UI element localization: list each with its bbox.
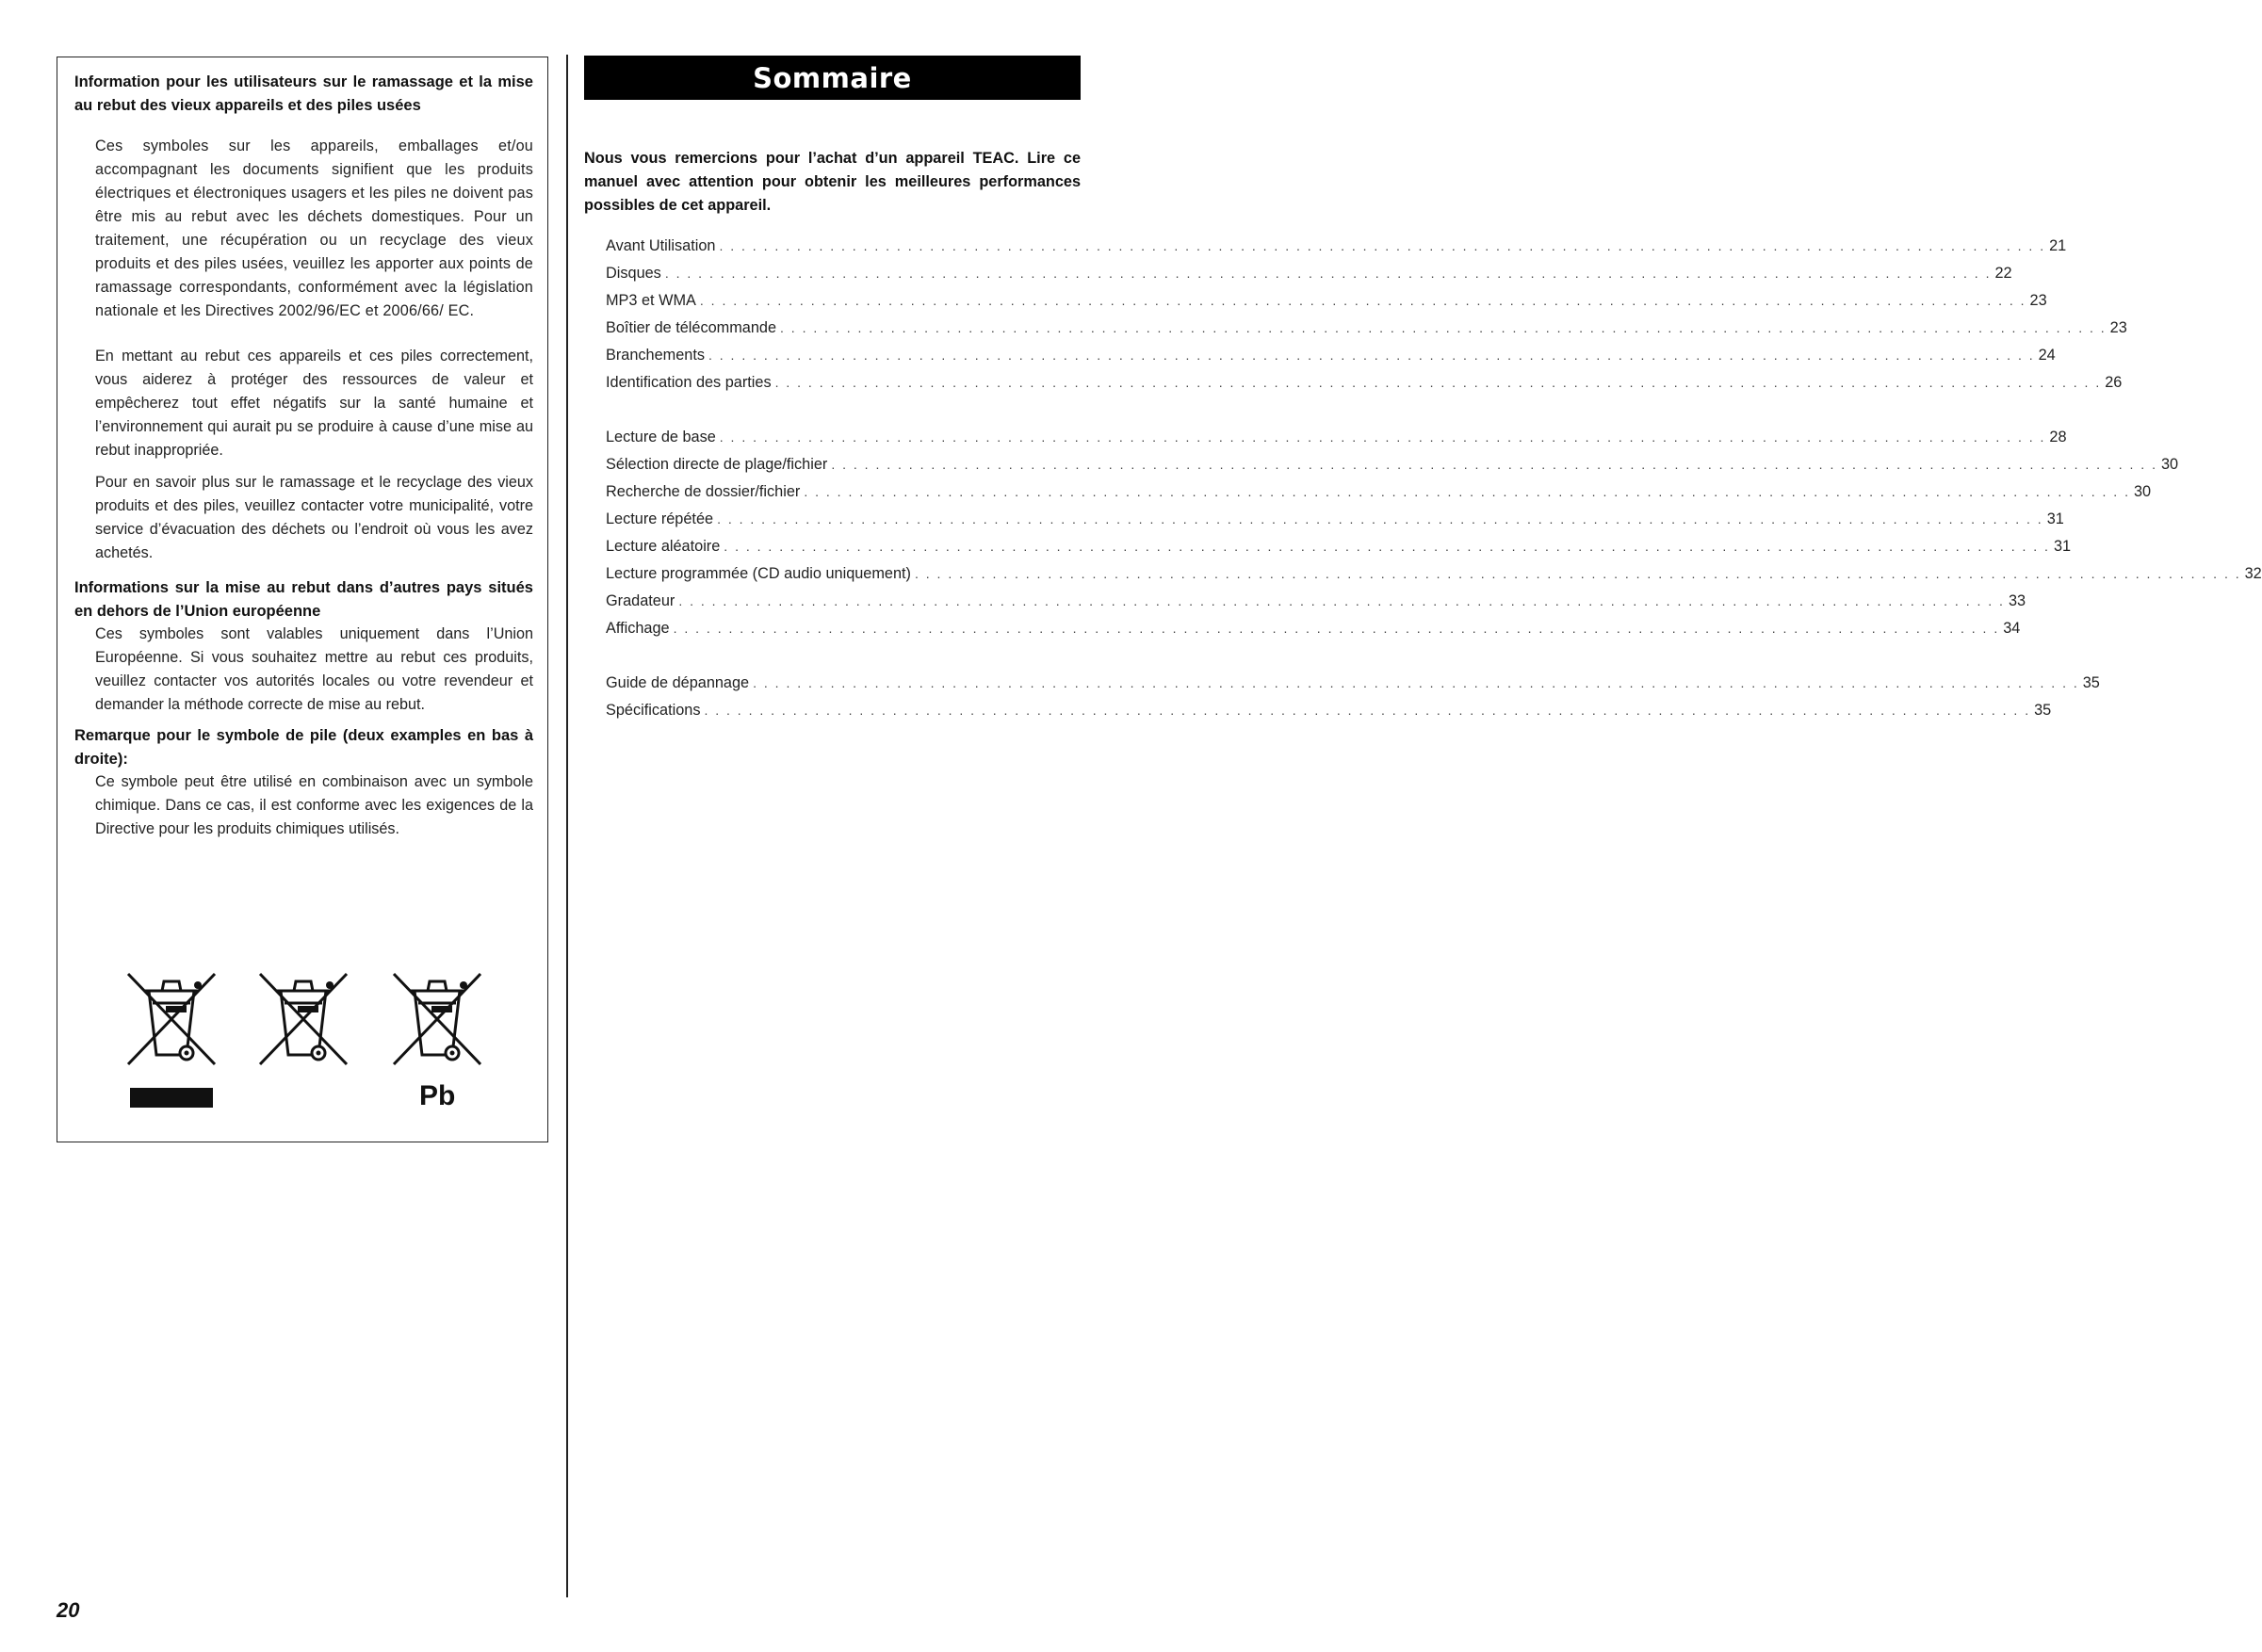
toc-entry-label: Recherche de dossier/fichier <box>606 483 801 500</box>
toc-leader-dots: . . . . . . . . . . . . . . . . . . . . . . . . . . . . . . . . . . . . . . . . . . . . . . . . . . . . . . . . . . . . . . . . . . . . . . . . . . . . . . . . . . . . . . . . . . . . . . . . . . . . . . . . . . . . . . . . . . . . . . . . <box>831 457 2157 472</box>
toc-leader-dots: . . . . . . . . . . . . . . . . . . . . . . . . . . . . . . . . . . . . . . . . . . . . . . . . . . . . . . . . . . . . . . . . . . . . . . . . . . . . . . . . . . . . . . . . . . . . . . . . . . . . . . . . . . . . . . . . . . . . . . . . <box>708 348 2035 363</box>
toc-entry-label: Boîtier de télécommande <box>606 319 777 336</box>
toc-entry <box>606 347 2056 369</box>
toc-entry <box>606 456 2179 478</box>
toc-leader-dots: . . . . . . . . . . . . . . . . . . . . . . . . . . . . . . . . . . . . . . . . . . . . . . . . . . . . . . . . . . . . . . . . . . . . . . . . . . . . . . . . . . . . . . . . . . . . . . . . . . . . . . . . . . . . . . . . . . . . . . . . <box>678 593 2005 608</box>
toc-leader-dots: . . . . . . . . . . . . . . . . . . . . . . . . . . . . . . . . . . . . . . . . . . . . . . . . . . . . . . . . . . . . . . . . . . . . . . . . . . . . . . . . . . . . . . . . . . . . . . . . . . . . . . . . . . . . . . . . . . . . . . . . <box>704 703 2031 718</box>
toc-leader-dots: . . . . . . . . . . . . . . . . . . . . . . . . . . . . . . . . . . . . . . . . . . . . . . . . . . . . . . . . . . . . . . . . . . . . . . . . . . . . . . . . . . . . . . . . . . . . . . . . . . . . . . . . . . . . . . . . . . . . . . . . <box>673 621 2000 636</box>
toc-entry <box>606 237 2067 260</box>
toc-leader-dots: . . . . . . . . . . . . . . . . . . . . . . . . . . . . . . . . . . . . . . . . . . . . . . . . . . . . . . . . . . . . . . . . . . . . . . . . . . . . . . . . . . . . . . . . . . . . . . . . . . . . . . . . . . . . . . . . . . . . . . . . <box>719 238 2046 253</box>
toc-leader-dots: . . . . . . . . . . . . . . . . . . . . . . . . . . . . . . . . . . . . . . . . . . . . . . . . . . . . . . . . . . . . . . . . . . . . . . . . . . . . . . . . . . . . . . . . . . . . . . . . . . . . . . . . . . . . . . . . . . . . . . . . <box>774 375 2102 390</box>
toc-entry-label: Lecture de base <box>606 429 716 445</box>
toc-entry <box>606 510 2064 533</box>
toc-entry-label: Spécifications <box>606 702 701 719</box>
toc-entry-page: 31 <box>2046 510 2064 527</box>
toc-entry-page: 34 <box>2003 620 2021 637</box>
disposal-heading: Information pour les utilisateurs sur le ramassage et la mise au rebut des vieux appareils et des piles usées <box>74 73 533 114</box>
toc-leader-dots: . . . . . . . . . . . . . . . . . . . . . . . . . . . . . . . . . . . . . . . . . . . . . . . . . . . . . . . . . . . . . . . . . . . . . . . . . . . . . . . . . . . . . . . . . . . . . . . . . . . . . . . . . . . . . . . . . . . . . . . . <box>717 511 2043 526</box>
toc-entry-page: 23 <box>2109 319 2127 336</box>
toc-entry <box>606 292 2047 315</box>
toc-entry-label: Gradateur <box>606 592 675 609</box>
toc-entry <box>606 429 2067 451</box>
toc-leader-dots: . . . . . . . . . . . . . . . . . . . . . . . . . . . . . . . . . . . . . . . . . . . . . . . . . . . . . . . . . . . . . . . . . . . . . . . . . . . . . . . . . . . . . . . . . . . . . . . . . . . . . . . . . . . . . . . . . . . . . . . . <box>804 484 2130 499</box>
black-bar-symbol <box>130 1088 213 1108</box>
toc-entry-page: 21 <box>2049 237 2067 254</box>
toc-entry-label: Disques <box>606 265 661 282</box>
toc-leader-dots: . . . . . . . . . . . . . . . . . . . . . . . . . . . . . . . . . . . . . . . . . . . . . . . . . . . . . . . . . . . . . . . . . . . . . . . . . . . . . . . . . . . . . . . . . . . . . . . . . . . . . . . . . . . . . . . . . . . . . . . . <box>699 293 2026 308</box>
toc-leader-dots: . . . . . . . . . . . . . . . . . . . . . . . . . . . . . . . . . . . . . . . . . . . . . . . . . . . . . . . . . . . . . . . . . . . . . . . . . . . . . . . . . . . . . . . . . . . . . . . . . . . . . . . . . . . . . . . . . . . . . . . . <box>914 566 2241 581</box>
toc-entry-label: MP3 et WMA <box>606 292 696 309</box>
disposal-paragraph-1: Ces symboles sur les appareils, emballages et/ou accompagnant les documents signifient que les produits électriques et électroniques usagers et les piles ne doivent pas être mis au rebut avec les déchets domestiques. Pour un traitement, une récupération ou un recyclage des vieux produits et des piles usées, veuillez les apporter aux points de ramassage correspondants, conformément avec la législation nationale et les Directives 2002/96/EC et 2006/66/ EC. <box>95 138 533 319</box>
toc-entry-page: 33 <box>2008 592 2026 609</box>
toc-leader-dots: . . . . . . . . . . . . . . . . . . . . . . . . . . . . . . . . . . . . . . . . . . . . . . . . . . . . . . . . . . . . . . . . . . . . . . . . . . . . . . . . . . . . . . . . . . . . . . . . . . . . . . . . . . . . . . . . . . . . . . . . <box>719 429 2046 445</box>
pb-chemical-label: Pb <box>419 1080 456 1111</box>
disposal-paragraph-3: Pour en savoir plus sur le ramassage et le recyclage des vieux produits et des piles, veuillez contacter votre municipalité, votre service d’évacuation des déchets ou l’endroit où vous les avez achetés. <box>95 474 533 561</box>
toc-entry-page: 35 <box>2082 674 2100 691</box>
page-title: Sommaire <box>753 61 912 94</box>
toc-entry-page: 24 <box>2038 347 2056 364</box>
toc-entry-label: Identification des parties <box>606 374 772 391</box>
column-divider <box>566 55 568 1597</box>
toc-entry <box>606 265 2012 287</box>
toc-entry <box>606 592 2026 615</box>
toc-entry-label: Affichage <box>606 620 670 637</box>
toc-leader-dots: . . . . . . . . . . . . . . . . . . . . . . . . . . . . . . . . . . . . . . . . . . . . . . . . . . . . . . . . . . . . . . . . . . . . . . . . . . . . . . . . . . . . . . . . . . . . . . . . . . . . . . . . . . . . . . . . . . . . . . . . <box>664 266 1992 281</box>
toc-entry-page: 28 <box>2049 429 2067 445</box>
toc-entry-page: 30 <box>2133 483 2152 500</box>
toc-entry-page: 30 <box>2160 456 2179 473</box>
toc-leader-dots: . . . . . . . . . . . . . . . . . . . . . . . . . . . . . . . . . . . . . . . . . . . . . . . . . . . . . . . . . . . . . . . . . . . . . . . . . . . . . . . . . . . . . . . . . . . . . . . . . . . . . . . . . . . . . . . . . . . . . . . . <box>780 320 2107 335</box>
toc-entry <box>606 565 2262 588</box>
battery-symbol-paragraph: Ce symbole peut être utilisé en combinaison avec un symbole chimique. Dans ce cas, il est conforme avec les exigences de la Directive pour les produits chimiques utilisés. <box>95 773 533 837</box>
toc-entry-page: 23 <box>2029 292 2047 309</box>
toc-entry <box>606 538 2072 560</box>
toc-entry-label: Branchements <box>606 347 705 364</box>
toc-entry-label: Lecture répétée <box>606 510 714 527</box>
non-eu-heading: Informations sur la mise au rebut dans d’autres pays situés en dehors de l’Union européenne <box>74 579 533 620</box>
toc-entry-page: 26 <box>2105 374 2123 391</box>
crossed-wheeled-bin-icon <box>124 970 219 1069</box>
toc-entry-page: 31 <box>2053 538 2072 555</box>
toc-entry-page: 35 <box>2034 702 2052 719</box>
toc-entry-label: Sélection directe de plage/fichier <box>606 456 828 473</box>
crossed-wheeled-bin-icon <box>390 970 484 1069</box>
toc-entry-label: Guide de dépannage <box>606 674 750 691</box>
intro-paragraph: Nous vous remercions pour l’achat d’un appareil TEAC. Lire ce manuel avec attention pour obtenir les meilleures performances possibles de cet appareil. <box>584 150 1081 214</box>
non-eu-paragraph: Ces symboles sont valables uniquement dans l’Union Européenne. Si vous souhaitez mettre au rebut ces produits, veuillez contacter vos autorités locales ou votre revendeur et demander la méthode correcte de mise au rebut. <box>95 625 533 713</box>
toc-entry-page: 22 <box>1994 265 2012 282</box>
crossed-wheeled-bin-icon <box>256 970 350 1069</box>
toc-leader-dots: . . . . . . . . . . . . . . . . . . . . . . . . . . . . . . . . . . . . . . . . . . . . . . . . . . . . . . . . . . . . . . . . . . . . . . . . . . . . . . . . . . . . . . . . . . . . . . . . . . . . . . . . . . . . . . . . . . . . . . . . <box>753 675 2079 690</box>
toc-entry <box>606 319 2127 342</box>
toc-entry <box>606 702 2052 724</box>
toc-entry-label: Lecture aléatoire <box>606 538 721 555</box>
toc-entry <box>606 674 2100 697</box>
sommaire-title-bar <box>584 56 1081 100</box>
toc-leader-dots: . . . . . . . . . . . . . . . . . . . . . . . . . . . . . . . . . . . . . . . . . . . . . . . . . . . . . . . . . . . . . . . . . . . . . . . . . . . . . . . . . . . . . . . . . . . . . . . . . . . . . . . . . . . . . . . . . . . . . . . . <box>724 539 2050 554</box>
battery-symbol-heading: Remarque pour le symbole de pile (deux examples en bas à droite): <box>74 727 533 768</box>
toc-entry-label: Avant Utilisation <box>606 237 716 254</box>
toc-entry-page: 32 <box>2244 565 2262 582</box>
toc-entry-label: Lecture programmée (CD audio uniquement) <box>606 565 911 582</box>
toc-entry <box>606 374 2123 397</box>
page-number: 20 <box>57 1598 80 1622</box>
toc-entry <box>606 483 2152 506</box>
disposal-paragraph-2: En mettant au rebut ces appareils et ces piles correctement, vous aiderez à protéger des ressources de valeur et empêcherez tout effet négatifs sur la santé humaine et l’environnement qui aurait pu se produire à cause d’une mise au rebut inappropriée. <box>95 348 533 459</box>
toc-entry <box>606 620 2021 642</box>
